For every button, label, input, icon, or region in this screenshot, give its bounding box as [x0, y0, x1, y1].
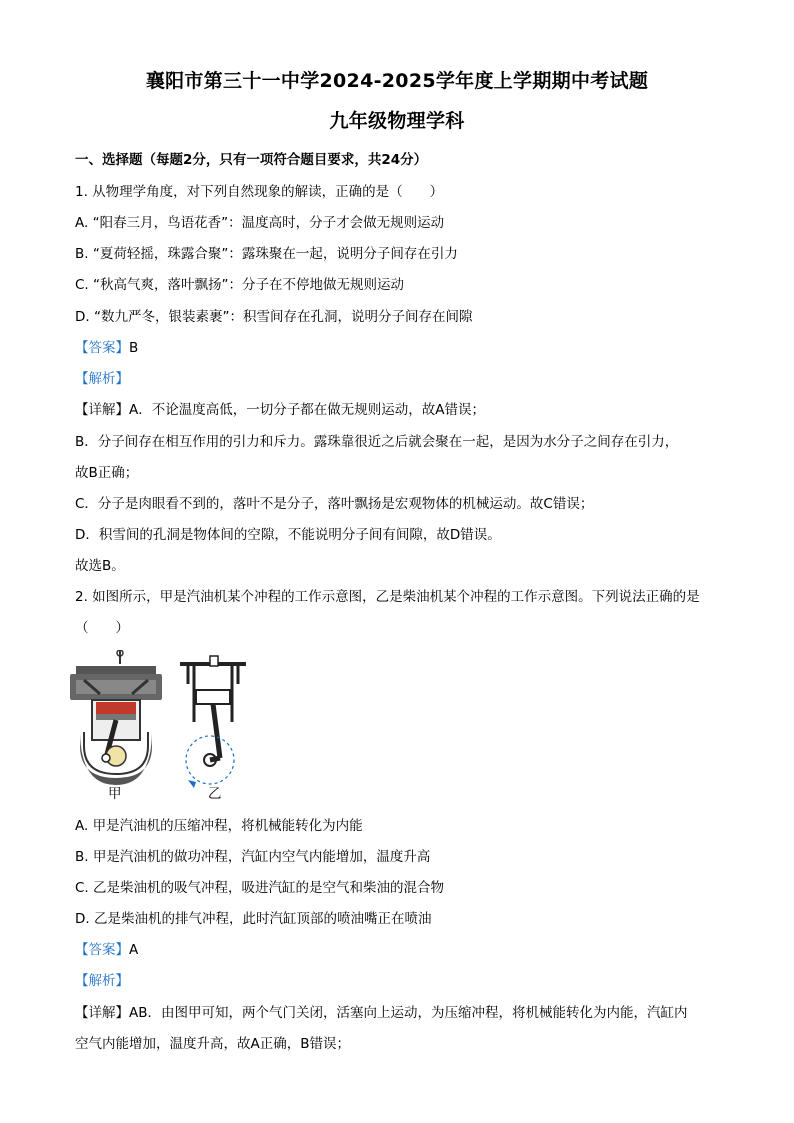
- q2-detail-2: 空气内能增加，温度升高，故A正确，B错误；: [75, 1036, 350, 1052]
- detail-tag: 【详解】: [75, 402, 129, 418]
- q2-figure: [70, 650, 260, 800]
- answer-tag: 【答案】: [75, 340, 129, 356]
- answer-tag: 【答案】: [75, 942, 129, 958]
- q1-option-a: A. “阳春三月，鸟语花香”：温度高时，分子才会做无规则运动: [75, 215, 445, 231]
- q1-detail-3: 故B正确；: [75, 465, 139, 481]
- fig-label-a: 甲: [108, 786, 122, 802]
- q2-option-d: D. 乙是柴油机的排气冲程，此时汽缸顶部的喷油嘴正在喷油: [75, 911, 432, 927]
- q2-detail-1: 【详解】AB．由图甲可知，两个气门关闭，活塞向上运动，为压缩冲程，将机械能转化为内能，汽缸内: [75, 1005, 688, 1021]
- q1-stem: 1. 从物理学角度，对下列自然现象的解读，正确的是（ ）: [75, 184, 444, 200]
- diesel-engine-diagram-icon: [180, 656, 246, 788]
- q1-detail-2: B．分子间存在相互作用的引力和斥力。露珠靠很近之后就会聚在一起，是因为水分子之间存在引力，: [75, 434, 679, 450]
- q1-detail-1: 【详解】A．不论温度高低，一切分子都在做无规则运动，故A错误；: [75, 402, 485, 418]
- q2-answer: [75, 938, 138, 958]
- answer-value: B: [129, 340, 139, 356]
- q1-analysis-tag: 【解析】: [75, 371, 129, 387]
- q2-option-c: C. 乙是柴油机的吸气冲程，吸进汽缸的是空气和柴油的混合物: [75, 880, 445, 896]
- q1-option-b: B. “夏荷轻摇，珠露合聚”：露珠聚在一起，说明分子间存在引力: [75, 246, 458, 262]
- fig-label-b: 乙: [208, 786, 222, 802]
- engine-diagrams: [70, 650, 260, 800]
- piston-icon: [96, 702, 136, 714]
- q2-analysis-tag: 【解析】: [75, 973, 129, 989]
- q1-detail-4: C．分子是肉眼看不到的，落叶不是分子，落叶飘扬是宏观物体的机械运动。故C错误；: [75, 496, 594, 512]
- q1-option-c: C. “秋高气爽，落叶飘扬”：分子在不停地做无规则运动: [75, 277, 404, 293]
- q1-detail-6: 故选B。: [75, 558, 125, 574]
- section-heading: 一、选择题（每题2分，只有一项符合题目要求，共24分）: [75, 152, 428, 168]
- page-subtitle: 九年级物理学科: [329, 110, 465, 132]
- gasoline-engine-diagram-icon: [70, 650, 162, 785]
- q2-option-b: B. 甲是汽油机的做功冲程，汽缸内空气内能增加，温度升高: [75, 849, 431, 865]
- q1-answer: [75, 336, 138, 356]
- q2-stem-1: 2. 如图所示，甲是汽油机某个冲程的工作示意图，乙是柴油机某个冲程的工作示意图。下列说法正确的是: [75, 589, 700, 605]
- q2-stem-2: （ ）: [75, 620, 129, 636]
- q1-detail-5: D．积雪间的孔洞是物体间的空隙，不能说明分子间有间隙，故D错误。: [75, 527, 501, 543]
- q1-option-d: D. “数九严冬，银装素裹”：积雪间存在孔洞，说明分子间存在间隙: [75, 309, 473, 325]
- page-title: 襄阳市第三十一中学2024-2025学年度上学期期中考试题: [145, 70, 649, 92]
- answer-value: A: [129, 942, 139, 958]
- q2-option-a: A. 甲是汽油机的压缩冲程，将机械能转化为内能: [75, 818, 363, 834]
- detail-tag: 【详解】: [75, 1005, 129, 1021]
